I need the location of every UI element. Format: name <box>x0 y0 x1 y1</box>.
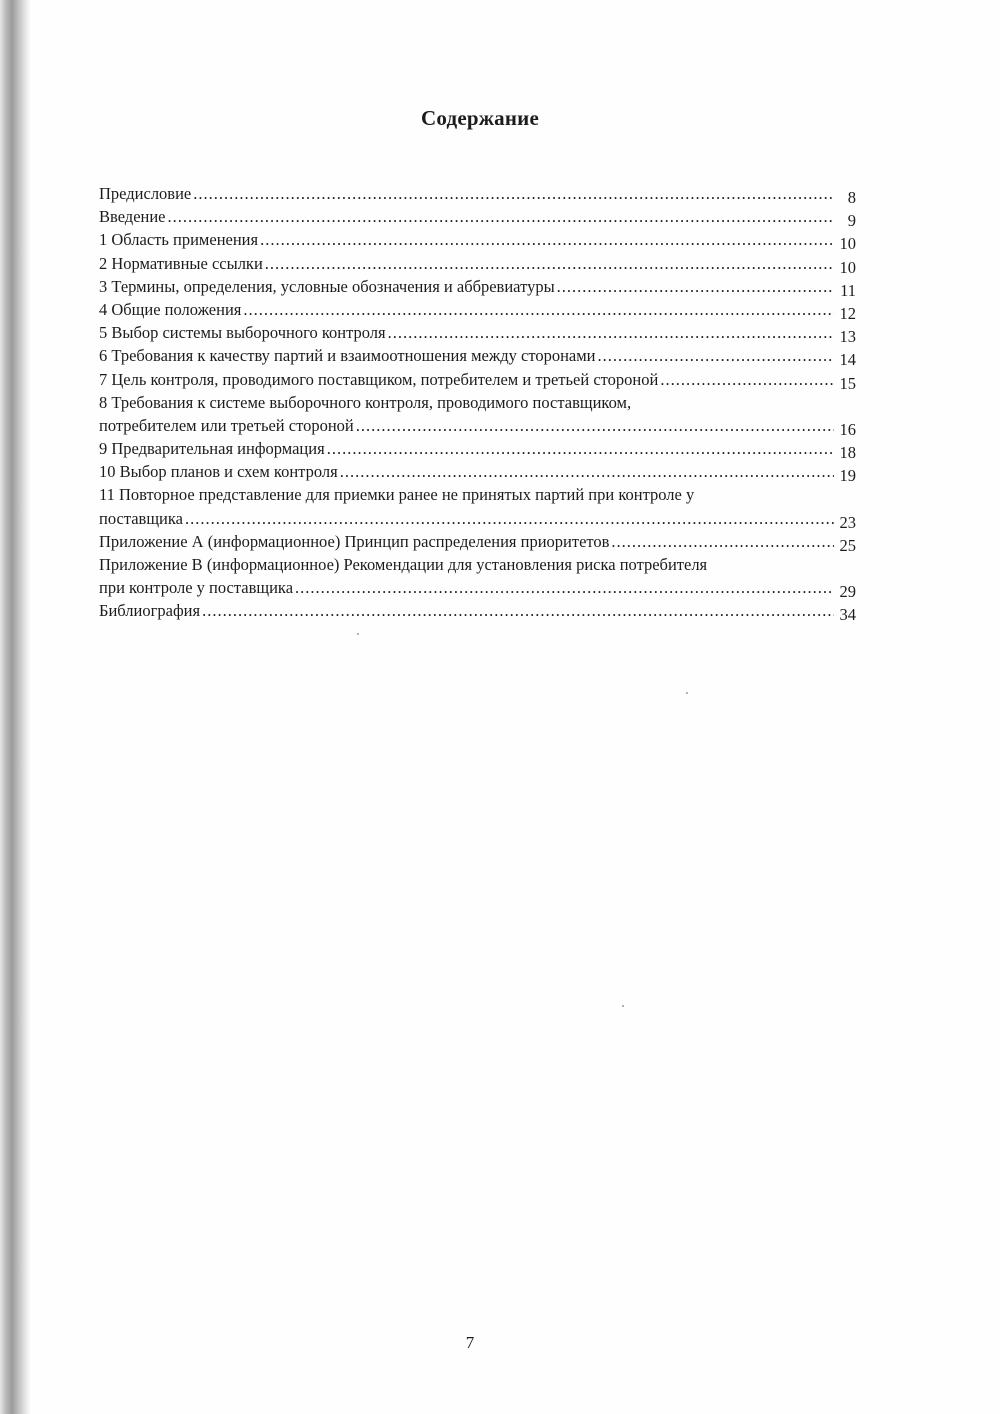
toc-entry <box>99 228 856 254</box>
toc-dot-leader <box>193 182 834 205</box>
toc-entry-title: Введение <box>99 207 166 227</box>
toc-entry-title: 9 Предварительная информация <box>99 439 325 459</box>
toc-page-number: 12 <box>839 303 856 323</box>
toc-entry-title: поставщика <box>99 508 183 528</box>
toc-dot-leader <box>327 437 834 460</box>
toc-page-number: 34 <box>839 605 856 625</box>
toc-dot-leader <box>185 507 834 530</box>
toc-entry <box>99 252 856 275</box>
toc-dot-leader <box>265 252 834 275</box>
scan-speck <box>686 692 688 694</box>
toc-dot-leader <box>340 460 834 483</box>
toc-page-number: 15 <box>839 373 856 393</box>
toc-page-number: 23 <box>839 512 856 532</box>
toc-page-number: 10 <box>839 234 856 254</box>
toc-page-number: 9 <box>847 211 856 231</box>
toc-entry-title: Приложение В (информационное) Рекомендации для установления риска потребителя <box>99 555 708 574</box>
toc-line <box>99 205 856 231</box>
toc-entry-title: 10 Выбор планов и схем контроля <box>99 462 338 482</box>
toc-entry-title: Приложение А (информационное) Принцип распределения приоритетов <box>99 531 610 551</box>
toc-entry <box>99 205 856 231</box>
toc-entry-title: 5 Выбор системы выборочного контроля <box>99 323 386 343</box>
toc-entry-title: 11 Повторное представление для приемки ранее не принятых партий при контроле у <box>99 485 695 505</box>
page-title: Содержание <box>421 106 539 130</box>
toc-line <box>99 530 856 553</box>
toc-entry <box>99 182 856 205</box>
toc-entry <box>99 391 856 437</box>
toc-entry-title: 6 Требования к качеству партий и взаимоотношения между сторонами <box>99 346 596 366</box>
toc-entry-title: Предисловие <box>99 184 192 203</box>
toc-entry-title: 2 Нормативные ссылки <box>99 253 263 273</box>
scan-speck <box>357 633 359 635</box>
toc-dot-leader <box>557 275 834 298</box>
toc-entry <box>99 530 856 553</box>
toc-line <box>99 391 856 414</box>
toc-line <box>99 437 856 463</box>
toc-page-number: 25 <box>839 535 856 555</box>
toc-line <box>99 599 856 625</box>
toc-line <box>99 228 856 254</box>
toc-entry-title: при контроле у поставщика <box>99 578 294 598</box>
toc-line <box>99 460 856 486</box>
toc-entry <box>99 321 856 347</box>
toc-entry-title: потребителем или третьей стороной <box>99 415 354 435</box>
toc-dot-leader <box>295 576 834 599</box>
toc-entry <box>99 599 856 625</box>
toc-dot-leader <box>168 205 834 228</box>
toc-page-number: 16 <box>839 419 856 439</box>
toc-entry <box>99 368 856 391</box>
toc-line <box>99 576 856 602</box>
toc-entry-title: Библиография <box>99 601 201 621</box>
toc-entry-title: 4 Общие положения <box>99 299 242 319</box>
toc-line <box>99 298 856 321</box>
toc-page-number: 11 <box>840 280 856 300</box>
toc-dot-leader <box>356 414 834 437</box>
toc-page-number: 19 <box>839 466 856 486</box>
toc-line <box>99 507 856 530</box>
toc-entry <box>99 460 856 486</box>
toc-line <box>99 275 856 298</box>
toc-entry-title: 7 Цель контроля, проводимого поставщиком, потребителем и третьей стороной <box>99 369 659 389</box>
toc-entry-title: 3 Термины, определения, условные обозначения и аббревиатуры <box>99 276 555 296</box>
table-of-contents <box>99 182 856 623</box>
scan-shadow-edge <box>0 0 30 1414</box>
toc-entry <box>99 553 856 602</box>
toc-page-number: 18 <box>839 443 856 463</box>
toc-page-number: 14 <box>839 350 856 370</box>
toc-line <box>99 344 856 370</box>
page-number: 7 <box>465 1333 475 1352</box>
toc-dot-leader <box>660 368 834 391</box>
toc-entry <box>99 437 856 463</box>
toc-entry-title: 1 Область применения <box>99 230 259 250</box>
toc-line <box>99 483 856 506</box>
toc-dot-leader <box>202 599 834 622</box>
toc-page-number: 13 <box>839 327 856 347</box>
toc-dot-leader <box>611 530 834 553</box>
toc-entry <box>99 275 856 298</box>
toc-dot-leader <box>260 228 834 251</box>
toc-line <box>99 252 856 275</box>
toc-entry <box>99 344 856 370</box>
toc-line <box>99 182 856 205</box>
toc-line <box>99 368 856 391</box>
toc-entry-title: 8 Требования к системе выборочного контроля, проводимого поставщиком, <box>99 392 632 412</box>
toc-entry <box>99 483 856 532</box>
toc-line <box>99 321 856 347</box>
toc-line <box>99 553 856 576</box>
toc-entry <box>99 298 856 321</box>
toc-page-number: 10 <box>839 257 856 277</box>
toc-page-number: 29 <box>839 582 856 602</box>
toc-dot-leader <box>243 298 834 321</box>
toc-page-number: 8 <box>847 188 856 207</box>
toc-dot-leader <box>388 321 834 344</box>
toc-dot-leader <box>598 344 835 367</box>
toc-line <box>99 414 856 437</box>
scan-speck <box>622 1005 624 1007</box>
